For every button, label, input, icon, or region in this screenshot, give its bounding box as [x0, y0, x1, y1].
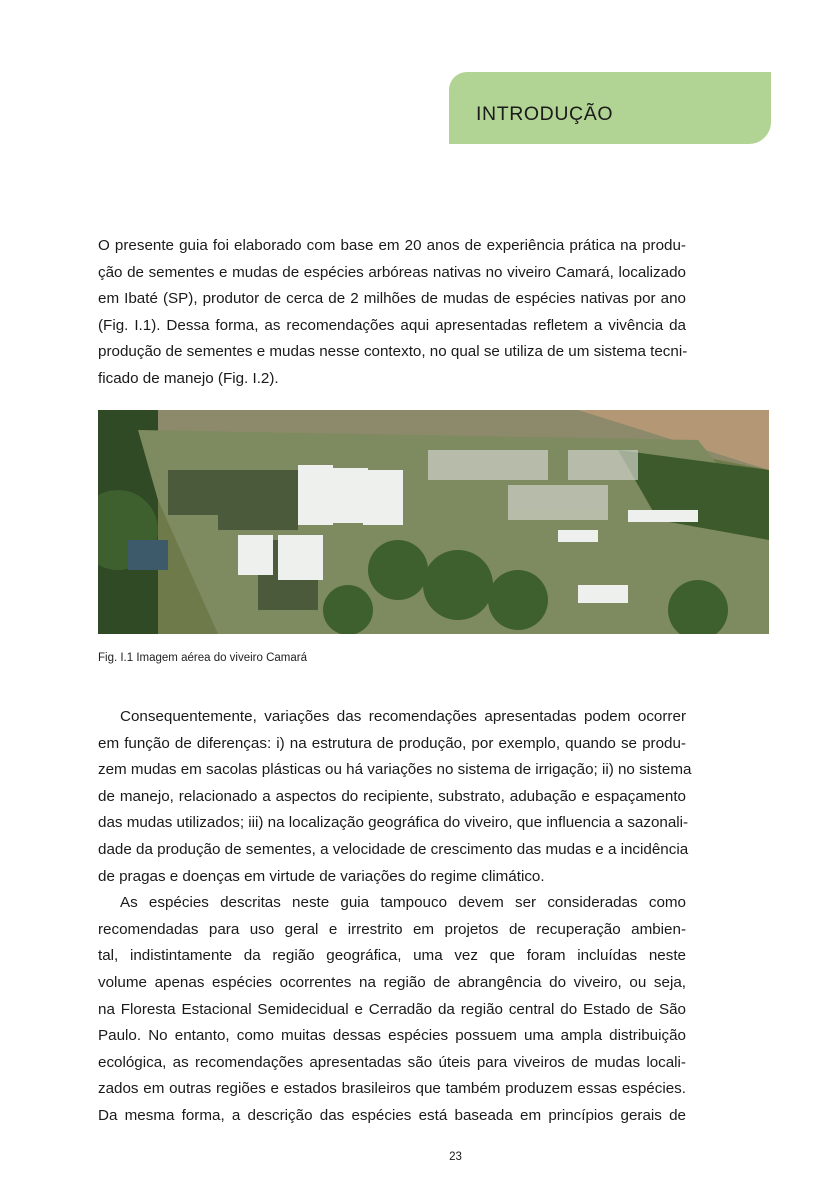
figure-caption: Fig. I.1 Imagem aérea do viveiro Camará [98, 652, 308, 664]
text-line: (Fig. I.1). Dessa forma, as recomendações aqui apresentadas refletem a vivência da [98, 316, 686, 334]
text-line: ecológica, as recomendações apresentadas são úteis para viveiros de mudas locali- [98, 1053, 686, 1071]
text-line: Paulo. No entanto, como muitas dessas espécies possuem uma ampla distribuição [98, 1027, 686, 1045]
text-line: volume apenas espécies ocorrentes na região de abrangência do viveiro, ou seja, [98, 973, 686, 991]
text-line: Consequentemente, variações das recomendações apresentadas podem ocorrer [120, 708, 686, 725]
text-line: dade da produção de sementes, a velocidade de crescimento das mudas e a incidência [98, 840, 689, 858]
section-title: INTRODUÇÃO [476, 103, 614, 125]
text-line: zados em outras regiões e estados brasileiros que também produzem essas espécies. [98, 1080, 686, 1098]
text-line: As espécies descritas neste guia tampouco devem ser consideradas como [120, 894, 686, 912]
text-line: em Ibaté (SP), produtor de cerca de 2 milhões de mudas de espécies nativas por ano [98, 290, 686, 308]
text-line: O presente guia foi elaborado com base em 20 anos de experiência prática na produ- [98, 237, 686, 254]
text-line: na Floresta Estacional Semidecidual e Cerradão da região central do Estado de São [98, 1000, 686, 1018]
text-line: ção de sementes e mudas de espécies arbóreas nativas no viveiro Camará, localizado [98, 263, 686, 281]
text-line: recomendadas para uso geral e irrestrito em projetos de recuperação ambien- [98, 920, 686, 938]
text-line: de pragas e doenças em virtude de variações do regime climático. [98, 867, 545, 885]
text-line: em função de diferenças: i) na estrutura de produção, por exemplo, quando se produ- [98, 734, 686, 752]
text-line: zem mudas em sacolas plásticas ou há variações no sistema de irrigação; ii) no sistema [98, 761, 692, 779]
text-line: de manejo, relacionado a aspectos do recipiente, substrato, adubação e espaçamento [98, 787, 686, 805]
text-line: Da mesma forma, a descrição das espécies está baseada em princípios gerais de [98, 1106, 686, 1124]
text-line: ficado de manejo (Fig. I.2). [98, 369, 279, 387]
text-line: tal, indistintamente da região geográfica, uma vez que foram incluídas neste [98, 947, 686, 965]
text-line: das mudas utilizados; iii) na localização geográfica do viveiro, que influencia a sazonali- [98, 814, 689, 832]
body-paragraphs [98, 704, 692, 1130]
aerial-photo-viveiro [98, 410, 769, 634]
section-tab [449, 72, 771, 144]
text-line: produção de sementes e mudas nesse contexto, no qual se utiliza de um sistema tecni- [98, 343, 688, 361]
intro-paragraph [98, 233, 686, 393]
page-number: 23 [449, 1151, 462, 1163]
